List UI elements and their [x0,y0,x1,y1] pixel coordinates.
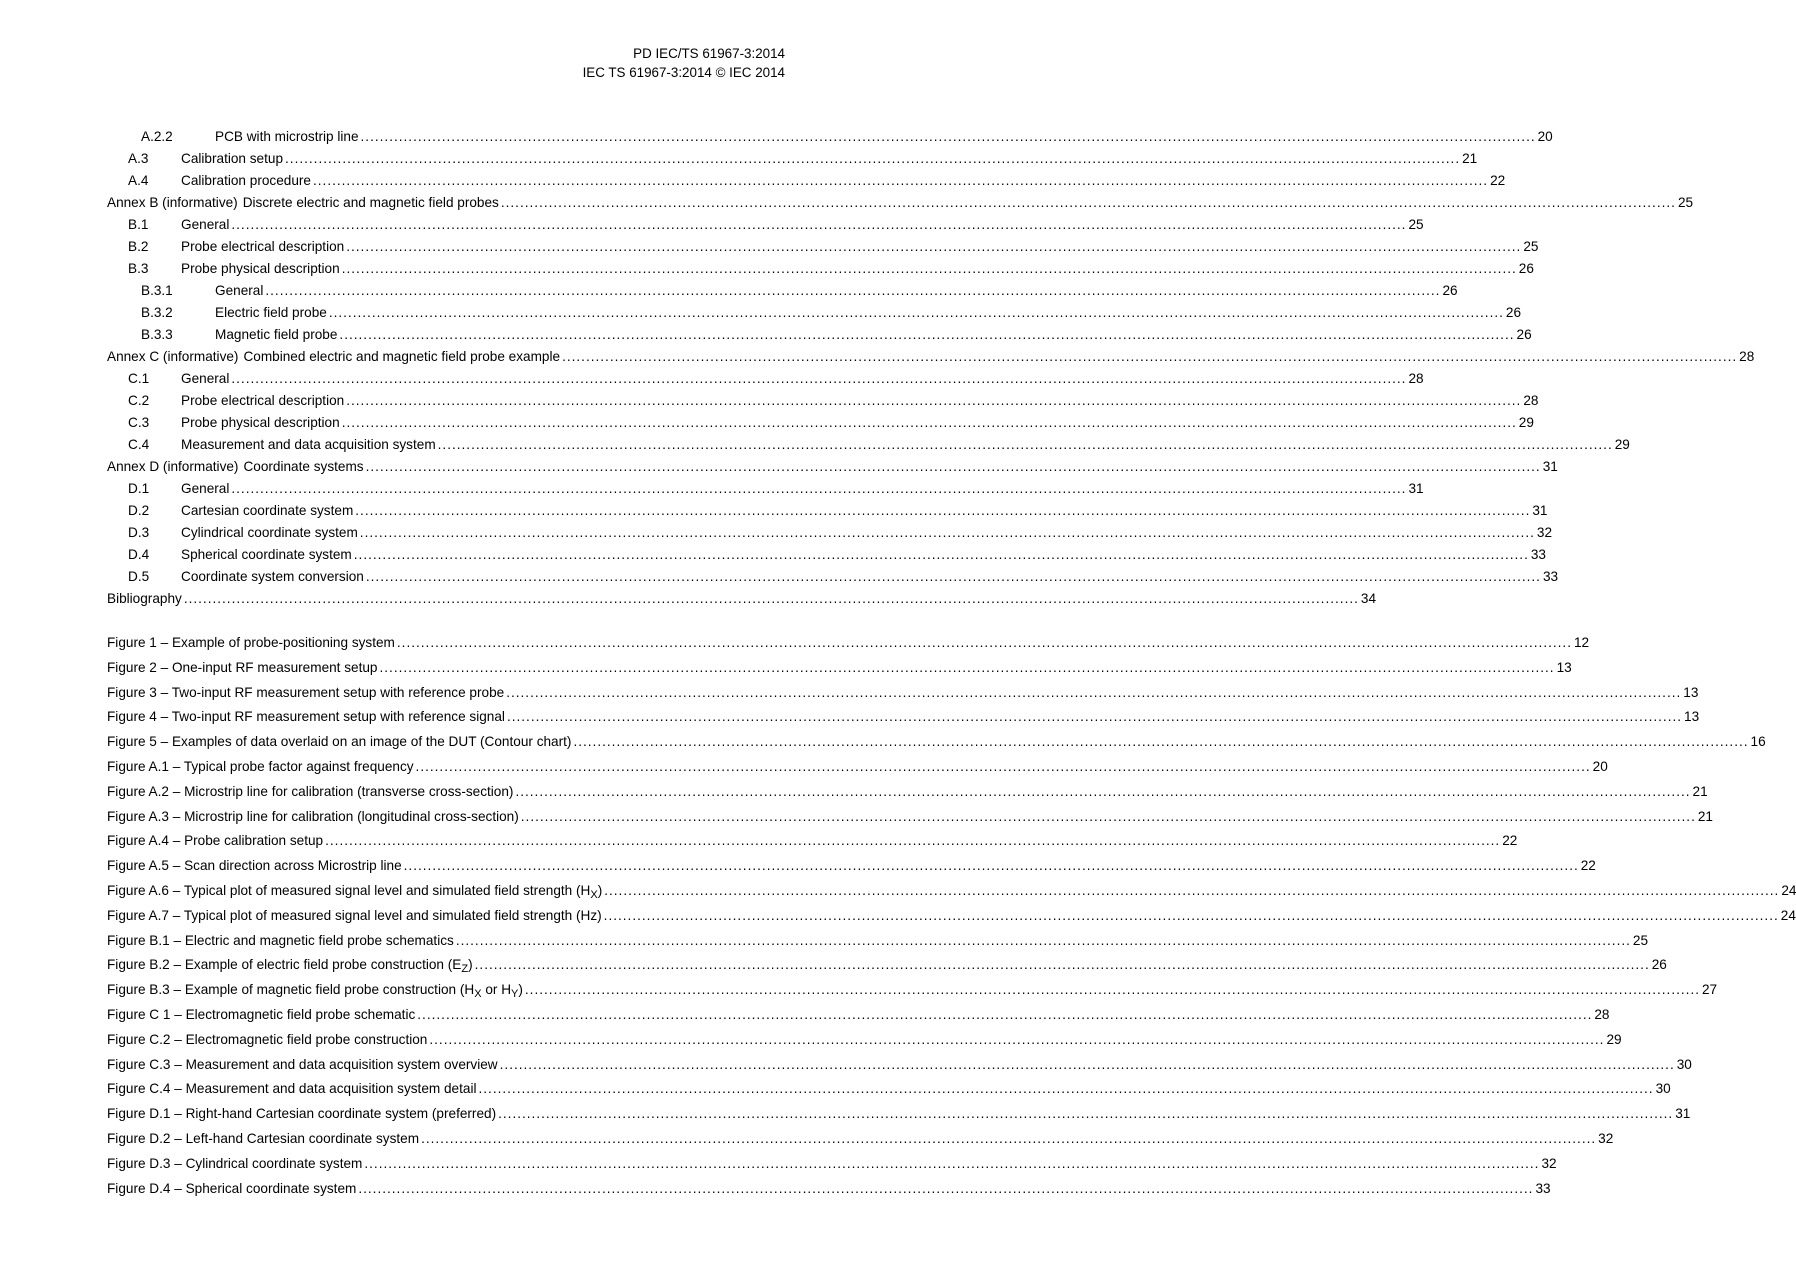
toc-entry-page: 21 [1462,151,1478,166]
figure-entry[interactable] [107,730,1766,755]
figure-entry-page: 29 [1606,1031,1622,1047]
figure-entry-title [107,1077,477,1102]
dot-leader [361,126,1536,148]
figure-entry[interactable] [107,755,1608,780]
dot-leader [265,280,1440,302]
toc-entry-page: 22 [1490,173,1506,188]
dot-leader [231,214,1406,236]
dot-leader [380,656,1555,681]
figure-entry-page: 27 [1702,982,1718,998]
figure-entry[interactable] [107,1077,1671,1102]
figure-entry[interactable] [107,1127,1614,1152]
toc-entry-page: 31 [1542,459,1558,474]
figure-entry-page: 30 [1676,1056,1692,1072]
figure-entry-page: 24 [1780,907,1796,923]
figure-entry-page: 20 [1592,758,1608,774]
figure-entry[interactable] [107,681,1699,706]
figure-entry[interactable] [107,829,1518,854]
toc-entry[interactable] [107,148,1478,170]
dot-leader [506,681,1681,706]
toc-entry-number: D.3 [128,525,150,540]
toc-entry-page: 26 [1505,305,1522,320]
dot-leader [360,522,1535,544]
dot-leader [429,1028,1604,1053]
toc-entry-number: C.2 [128,393,150,408]
toc-entry-title: Measurement and data acquisition system [181,437,436,452]
figure-caption-text: Figure A.5 – Scan direction across Microstrip line [107,858,402,874]
figure-caption-text: Figure A.6 – Typical plot of measured signal level and simulated field strength (H [107,882,591,898]
toc-entry-number: D.1 [128,481,150,496]
toc-entry-title: General [181,217,230,232]
figure-entry-title [107,730,571,755]
toc-entry-page: 31 [1408,481,1424,496]
subscript: Z [461,963,469,976]
figure-entry-page: 30 [1655,1081,1671,1097]
toc-entry-number: B.3.3 [141,327,173,342]
toc-entry[interactable] [107,522,1553,544]
figure-caption-text: Figure C 1 – Electromagnetic field probe schematic [107,1006,416,1022]
figure-entry-page: 16 [1750,734,1766,750]
dot-leader [515,780,1690,805]
figure-caption-tail: or H [481,982,512,998]
toc-entry[interactable] [107,368,1424,390]
dot-leader [285,148,1460,170]
dot-leader [456,929,1631,954]
dot-leader [342,412,1517,434]
dot-leader [416,755,1591,780]
toc-entry[interactable] [107,170,1506,192]
dot-leader [479,1077,1654,1102]
toc-entry[interactable] [107,566,1559,588]
toc-entry-title: Combined electric and magnetic field probe example [243,349,561,364]
toc-entry-page: 33 [1542,569,1559,584]
figure-entry-title [107,1102,496,1127]
toc-entry[interactable] [107,588,1377,610]
figure-entry-title [107,631,395,656]
toc-entry-number: C.1 [128,371,150,386]
toc-entry-page: 32 [1536,525,1553,540]
toc-entry-number: D.5 [128,569,150,584]
toc-entry-number: C.3 [128,415,150,430]
figure-caption-tail: ) [597,882,603,898]
figure-caption-text: Figure 3 – Two-input RF measurement setup with reference probe [107,684,505,700]
toc-entry-number: B.3.2 [141,305,173,320]
dot-leader [475,953,1650,978]
figure-entry-title [107,1127,419,1152]
toc-entry-page: 26 [1518,261,1534,276]
dot-leader [325,829,1500,854]
figure-entry[interactable] [107,805,1713,830]
figure-caption-text: Figure 2 – One-input RF measurement setup [107,659,378,675]
toc-entry-title: Probe electrical description [181,393,345,408]
dot-leader [231,478,1406,500]
toc-entry-title: Cylindrical coordinate system [181,525,358,540]
figure-caption-tail: ) [468,957,473,973]
subscript: X [474,988,482,1001]
figure-caption-text: Figure D.1 – Right-hand Cartesian coordinate system (preferred) [107,1106,497,1122]
figure-entry-title [107,1152,362,1177]
dot-leader [346,236,1521,258]
figure-caption-text: Figure B.1 – Electric and magnetic field probe schematics [107,932,454,948]
figure-entry[interactable] [107,953,1667,978]
figure-caption-text: Figure B.3 – Example of magnetic field probe construction (H [107,982,475,998]
dot-leader [364,1152,1539,1177]
toc-entry-title: General [181,371,230,386]
figure-entry[interactable] [107,1152,1557,1177]
dot-leader [421,1127,1596,1152]
figure-entry-title [107,681,504,706]
dot-leader [501,192,1676,214]
dot-leader [417,1003,1592,1028]
figure-entry-page: 22 [1502,833,1518,849]
figure-caption-text: Figure D.4 – Spherical coordinate system [107,1180,357,1196]
subscript: X [590,888,598,901]
figure-caption-text: Figure C.3 – Measurement and data acquisition system overview [107,1056,498,1072]
figure-entry-title [107,805,519,830]
dot-leader [366,566,1541,588]
toc-entry-number: B.3.1 [141,283,173,298]
toc-entry-title: Electric field probe [215,305,327,320]
dot-leader [507,705,1682,730]
figure-entry-page: 13 [1683,684,1699,700]
toc-entry[interactable] [107,434,1630,456]
figure-entry-page: 12 [1573,635,1590,650]
toc-entry[interactable] [107,390,1539,412]
toc-entry[interactable] [107,500,1548,522]
toc-entry-page: 28 [1523,393,1539,408]
figure-entry[interactable] [107,631,1590,656]
toc-entries [107,126,1755,610]
dot-leader [498,1102,1673,1127]
toc-entry-title: Coordinate systems [243,459,364,474]
toc-entry-page: 31 [1532,503,1548,518]
dot-leader [342,258,1517,280]
toc-entry-number: B.1 [128,217,149,232]
figure-entry-title [107,656,378,681]
toc-entry[interactable] [107,544,1546,566]
dot-leader [184,588,1359,610]
figure-entry-title [107,929,454,954]
toc-entry-page: 25 [1408,217,1424,232]
toc-entry-number: D.4 [128,547,150,562]
toc-entry-number: A.2.2 [141,129,173,144]
dot-leader [231,368,1406,390]
header-line-1: PD IEC/TS 61967-3:2014 [633,46,785,61]
page-header [583,44,785,82]
figure-entry[interactable] [107,879,1796,904]
figure-entry-title [107,705,505,730]
toc-entry-number: A.3 [128,151,149,166]
figure-entry-title [107,1177,356,1202]
toc-entry-title: Cartesian coordinate system [181,503,354,518]
figure-caption-text: Figure C.2 – Electromagnetic field probe construction [107,1031,428,1047]
toc-entry-page: 29 [1518,415,1534,430]
toc-entry-title: Probe electrical description [181,239,345,254]
dot-leader [355,500,1530,522]
dot-leader [404,854,1579,879]
toc-entry[interactable] [107,324,1532,346]
figure-entry-page: 24 [1781,882,1796,898]
toc-entry[interactable] [107,456,1558,478]
toc-entry-number: C.4 [128,437,150,452]
toc-entry[interactable] [107,346,1755,368]
figure-caption-text: Figure 5 – Examples of data overlaid on an image of the DUT (Contour chart) [107,734,572,750]
toc-entry-page: 28 [1739,349,1755,364]
figure-caption-text: Figure C.4 – Measurement and data acquisition system detail [107,1081,477,1097]
toc-entry-title: Calibration setup [181,151,284,166]
figure-entry[interactable] [107,978,1718,1003]
toc-entry[interactable] [107,478,1424,500]
toc-entry-title: Discrete electric and magnetic field probes [242,195,499,210]
figure-entry-page: 22 [1580,858,1596,874]
toc-entry-title: Coordinate system conversion [181,569,364,584]
toc-entry-page: 20 [1537,129,1553,144]
figure-entry[interactable] [107,780,1708,805]
figure-entry-page: 21 [1697,808,1713,824]
dot-leader [562,346,1737,368]
toc-entry-page: 26 [1516,327,1532,342]
figure-entry-title [107,780,513,805]
figure-entry-page: 28 [1594,1006,1610,1022]
figure-entry-title [107,1053,498,1078]
figure-entry[interactable] [107,1028,1622,1053]
toc-entry-page: 33 [1530,547,1546,562]
figure-entry-page: 32 [1541,1155,1557,1171]
figure-caption-text: Figure D.2 – Left-hand Cartesian coordinate system [107,1130,420,1146]
figure-entry-title [107,854,402,879]
figure-entry[interactable] [107,705,1700,730]
toc-entry-number: Annex D (informative) [107,459,239,474]
figure-caption-text: Figure B.2 – Example of electric field probe construction (E [107,957,462,973]
section-gap [107,610,785,631]
toc-entry-page: 26 [1442,283,1458,298]
dot-leader [366,456,1541,478]
toc-entry-title: Calibration procedure [181,173,311,188]
figure-entry-page: 33 [1535,1180,1551,1196]
figure-caption-text: Figure A.7 – Typical plot of measured signal level and simulated field strength (Hz) [107,907,602,923]
figure-entry-title [107,1028,427,1053]
figure-entry[interactable] [107,1177,1551,1202]
dot-leader [358,1177,1533,1202]
toc-entry-title: Probe physical description [181,261,340,276]
toc-entry[interactable] [107,214,1424,236]
dot-leader [339,324,1514,346]
toc-entry-page: 34 [1360,591,1377,606]
figure-entry[interactable] [107,1102,1691,1127]
figure-entry-page: 32 [1598,1130,1614,1146]
toc-entry[interactable] [107,126,1553,148]
header-line-2: IEC TS 61967-3:2014 © IEC 2014 [582,65,785,80]
toc-entry[interactable] [107,302,1522,324]
figure-entry-page: 26 [1651,957,1667,973]
figure-caption-tail: ) [518,982,523,998]
figure-entry-page: 31 [1675,1106,1691,1122]
dot-leader [604,879,1779,904]
toc-entry-title: Spherical coordinate system [181,547,352,562]
figure-entry-title [107,1003,415,1028]
toc-entry-page: 25 [1523,239,1539,254]
figure-entry[interactable] [107,854,1596,879]
figure-entry-page: 25 [1632,932,1649,948]
figure-caption-text: Figure 4 – Two-input RF measurement setup with reference signal [107,709,505,725]
toc-entry-title: PCB with microstrip line [215,129,359,144]
dot-leader [500,1053,1675,1078]
subscript: Y [511,988,519,1001]
toc-entry-title: General [215,283,264,298]
toc-entry-number: D.2 [128,503,150,518]
dot-leader [346,390,1521,412]
toc-entry-number: Annex B (informative) [107,195,238,210]
figure-entry[interactable] [107,1053,1692,1078]
toc-entry[interactable] [107,192,1694,214]
list-of-figures [107,631,1796,1201]
toc-entry[interactable] [107,412,1534,434]
dot-leader [438,434,1613,456]
toc-entry-number: A.4 [128,173,149,188]
dot-leader [521,805,1696,830]
figure-caption-text: Figure A.3 – Microstrip line for calibration (longitudinal cross-section) [107,808,519,824]
toc-entry[interactable] [107,236,1539,258]
toc-entry-page: 28 [1408,371,1424,386]
figure-entry-page: 21 [1692,783,1708,799]
dot-leader [604,904,1779,929]
figure-caption-text: Figure A.4 – Probe calibration setup [107,833,324,849]
figure-entry[interactable] [107,929,1649,954]
figure-entry-title [107,755,414,780]
toc-entry-number: Annex C (informative) [107,349,239,364]
figure-entry[interactable] [107,904,1796,929]
table-of-contents [107,126,1796,1201]
dot-leader [525,978,1700,1003]
figure-entry[interactable] [107,1003,1610,1028]
toc-entry-page: 29 [1614,437,1630,452]
toc-entry-title: Bibliography [107,591,182,606]
figure-caption-text: Figure A.2 – Microstrip line for calibration (transverse cross-section) [107,783,514,799]
dot-leader [397,631,1572,656]
dot-leader [573,730,1748,755]
dot-leader [313,170,1488,192]
figure-caption-text: Figure A.1 – Typical probe factor against frequency [107,758,414,774]
figure-entry-page: 13 [1556,659,1572,675]
toc-entry-number: B.2 [128,239,149,254]
figure-entry[interactable] [107,656,1572,681]
figure-entry-title [107,904,602,929]
figure-entry-page: 13 [1684,709,1700,725]
toc-entry-number: B.3 [128,261,149,276]
dot-leader [354,544,1529,566]
toc-entry[interactable] [107,258,1534,280]
toc-entry-title: General [181,481,230,496]
dot-leader [329,302,1504,324]
figure-caption-text: Figure 1 – Example of probe-positioning system [107,635,395,650]
toc-entry-title: Magnetic field probe [215,327,338,342]
toc-entry-page: 25 [1677,195,1694,210]
figure-caption-text: Figure D.3 – Cylindrical coordinate system [107,1155,363,1171]
figure-entry-title [107,829,323,854]
toc-entry[interactable] [107,280,1458,302]
toc-entry-title: Probe physical description [181,415,340,430]
